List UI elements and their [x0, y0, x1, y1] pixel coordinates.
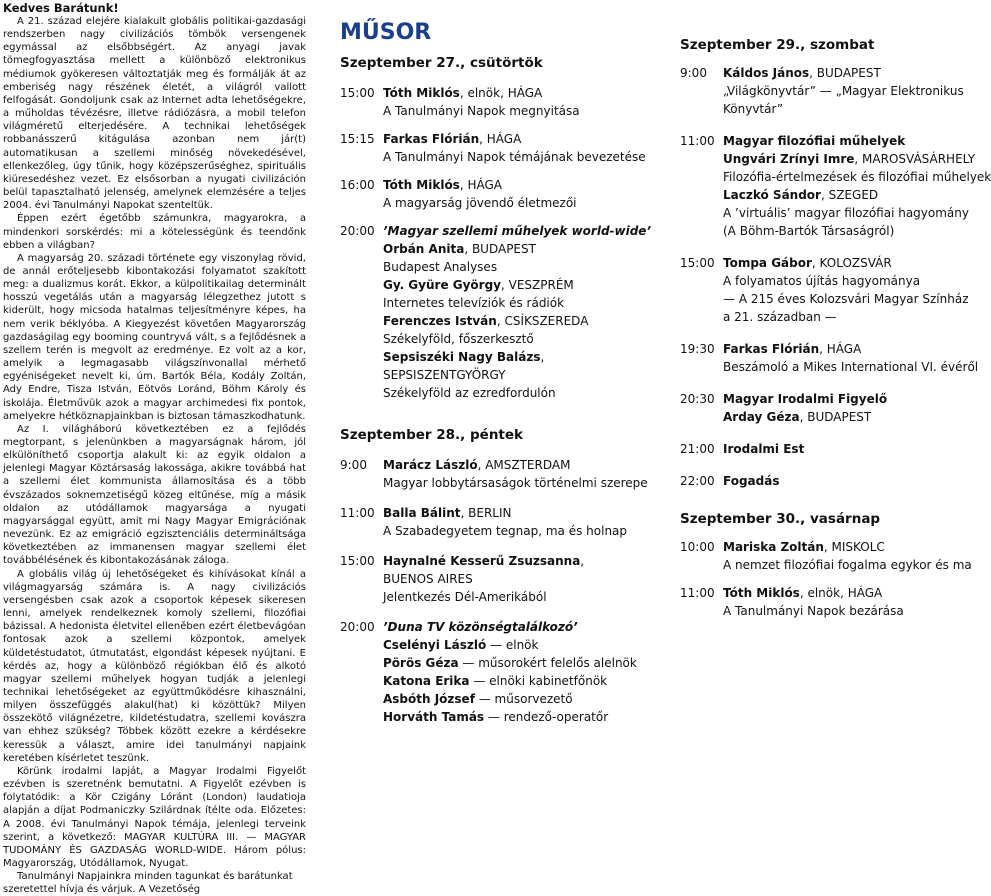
- event-line: [383, 588, 640, 606]
- letter-paragraph-1: A 21. század elejére kialakult globális politikai-gazdasági rendszerben nagy civilizációs tömbök versengenek egymással az elsőbbségért. Az anyagi javak tömegfogyasztása mellett a különböző elektronikus médiumok gyökeresen változtatják meg és formálják át az emberiség nagy részének életét, a világról vallott felfogását. Gondoljunk csak az Internet adta lehetőségekre, a műholdas tévézésre, illetve rádiózásra, a mobil telefon világméretű elterjedésére. A technikai lehetőségek robbanásszerű kitágulása azonban nem jár(t) automatikusan a szellemi minőség növekedésével, ellenkezőleg, úgy tűnik, hogy középszerűséghez, spirituális kiüresedéshez vezet. Ez elsősorban a nyugati civilizáción belül tapasztalható jelenség, amelynek elemzésére a teljes 2004. évi Tanulmányi Napokat szenteltük.: [3, 16, 306, 212]
- event-time: 20:00: [340, 224, 375, 238]
- program-event: [680, 390, 960, 426]
- speaker-name: Ferenczes István: [383, 314, 497, 328]
- program-column-left: [340, 20, 652, 726]
- event-text: , AMSZTERDAM: [477, 458, 571, 472]
- event-line: [723, 168, 991, 186]
- event-text: , CSÍKSZEREDA: [496, 314, 589, 328]
- day-sunday: [680, 510, 972, 620]
- event-time: 15:00: [340, 86, 375, 100]
- event-line: [723, 290, 969, 308]
- event-details: [383, 504, 640, 540]
- speaker-name: Asbóth József: [383, 692, 475, 706]
- day-heading: Szeptember 28., péntek: [340, 427, 524, 443]
- event-line: [383, 348, 651, 366]
- program-event: [340, 456, 648, 492]
- speaker-name: Farkas Flórián: [723, 342, 820, 356]
- event-text: Könyvtár”: [723, 102, 784, 116]
- event-text: , KOLOZSVÁR: [811, 256, 892, 270]
- event-line: [383, 570, 640, 588]
- event-text: , HÁGA: [819, 342, 862, 356]
- event-details: [383, 84, 640, 120]
- event-time: 21:00: [680, 442, 715, 456]
- event-text: A nemzet filozófiai fogalma egykor és ma: [723, 558, 972, 572]
- event-details: [723, 340, 978, 376]
- event-time: 9:00: [680, 66, 707, 80]
- event-text: Székelyföld, főszerkesztő: [383, 332, 534, 346]
- event-text: (A Böhm-Bartók Társaságról): [723, 224, 895, 238]
- speaker-name: Káldos János: [723, 66, 810, 80]
- event-text: — elnöki kabinetfőnök: [469, 674, 608, 688]
- event-text: A ’virtuális’ magyar filozófiai hagyomány: [723, 206, 969, 220]
- event-text: Magyar lobbytársaságok történelmi szerepe: [383, 476, 648, 490]
- program-title: MŰSOR: [340, 20, 432, 45]
- event-line: [383, 636, 640, 654]
- event-text: SEPSISZENTGYÖRGY: [383, 368, 506, 382]
- event-details: [383, 552, 640, 606]
- event-details: [723, 538, 972, 574]
- event-time: 9:00: [340, 458, 367, 472]
- event-text: , SZEGED: [820, 188, 879, 202]
- program-event: [680, 440, 960, 458]
- event-time: 11:00: [680, 586, 715, 600]
- event-line: [383, 102, 640, 120]
- event-text: A magyarság jövendő életmezői: [383, 196, 577, 210]
- speaker-name: Farkas Flórián: [383, 132, 480, 146]
- event-line: [723, 100, 964, 118]
- event-text: a 21. században —: [723, 310, 837, 324]
- speaker-name: Pörös Géza: [383, 656, 459, 670]
- event-details: [723, 472, 960, 490]
- program-event: [340, 504, 640, 540]
- event-line: [383, 690, 640, 708]
- speaker-name: Sepsiszéki Nagy Balázs: [383, 350, 541, 364]
- event-text: — elnök: [486, 638, 539, 652]
- event-time: 15:00: [680, 256, 715, 270]
- day-friday: [340, 426, 648, 726]
- event-line: [383, 130, 646, 148]
- event-line: [383, 84, 640, 102]
- event-details: [383, 176, 640, 212]
- event-line: [723, 186, 991, 204]
- event-text: Budapest Analyses: [383, 260, 498, 274]
- program-event: [340, 84, 640, 120]
- day-heading: Szeptember 29., szombat: [680, 37, 875, 53]
- event-line: [723, 254, 969, 272]
- event-line: [383, 672, 640, 690]
- speaker-name: Horváth Tamás: [383, 710, 485, 724]
- event-text: , MAROSVÁSÁRHELY: [854, 152, 976, 166]
- event-text: , HÁGA: [459, 178, 502, 192]
- program-event: [680, 584, 960, 620]
- program-column-right: [680, 36, 991, 620]
- event-line: [383, 240, 651, 258]
- event-line: [723, 440, 960, 458]
- event-time: 15:15: [340, 132, 375, 146]
- speaker-name: Balla Bálint: [383, 506, 461, 520]
- day-heading: Szeptember 27., csütörtök: [340, 55, 543, 71]
- event-text: , VESZPRÉM: [501, 278, 574, 292]
- event-line: [383, 312, 651, 330]
- program-event: [680, 538, 972, 574]
- event-details: [723, 390, 960, 426]
- speaker-name: ’Magyar szellemi műhelyek world-wide’: [383, 224, 652, 238]
- program-event: [680, 254, 969, 326]
- day-saturday: [680, 36, 991, 490]
- event-line: [383, 258, 651, 276]
- event-text: A folyamatos újítás hagyománya: [723, 274, 921, 288]
- event-text: A Tanulmányi Napok bezárása: [723, 604, 904, 618]
- event-line: [383, 148, 646, 166]
- event-line: [383, 294, 651, 312]
- event-line: [723, 390, 960, 408]
- event-line: [723, 272, 969, 290]
- letter-paragraph-3: A magyarság 20. századi története egy viszonylag rövid, de annál erőteljesebb kibontakozási folyamatot szakított meg: a dualizmus korát. Ekkor, a külpolitikailag determinált hosszú vegetálás után a magyarság lélegzethez jutott s kiderült, hogy micsoda hatalmas teljesítményre képes, ha nem verik béklyóba. A Kiegyezést követően Magyarország gazdaságilag egy booming countryvá vált, s a fejlődésnek a szellem terén is megvolt az eredménye. Ez volt az a kor, amelyik a legmagasabb világszínvonallal mérhető egyéniségeket nevelt ki, úm. Bartók Béla, Kodály Zoltán, Ady Endre, Tisza István, Eötvös Loránd, Böhm Károly és iskolája. Életművük azok a magyar archimedesi fix pontok, amelyekre hétköznapjainkban is biztosan támaszkodhatunk.: [3, 252, 306, 422]
- event-line: [383, 474, 648, 492]
- event-line: [383, 654, 640, 672]
- speaker-name: Arday Géza: [723, 410, 800, 424]
- event-time: 20:00: [340, 620, 375, 634]
- speaker-name: Katona Erika: [383, 674, 470, 688]
- speaker-name: Orbán Anita: [383, 242, 465, 256]
- letter-paragraph-5: A globális világ új lehetőségeket és kihívásokat kínál a világmagyarság számára is. A nagy civilizációs versengésben csak azok a csoportok képesek sikeresen lenni, amelyek rendelkeznek komoly szellemi, filozófiai bázissal. A hedonista életvitel elleněben ezért életbevágóan fontosak azok a szellemi központok, amelyek küldetéstudatot, útmutatást, elgondást képesek nyújtani. E kérdés az, hogy a különböző régiókban élő és alkotó magyar szellemi műhelyek hogyan tudják a jelenlegi technikai lehetőségeket az együttműködésre kihasználni, milyen összefüggés alakul(hat) ki közöttük? Milyen összekötő világnézetre, kildetéstudatra, szellemi kovászra van ehhez szükség? Többek között ezekre a kérdésekre keressük a választ, amire idei tanulmányi napjaink keretében kísérletet teszünk.: [3, 568, 306, 764]
- program-event: [340, 618, 640, 726]
- event-line: [383, 708, 640, 726]
- event-text: — műsorokért felelős alelnök: [458, 656, 637, 670]
- event-time: 22:00: [680, 474, 715, 488]
- event-line: [723, 340, 978, 358]
- event-time: 16:00: [340, 178, 375, 192]
- program-event: [340, 552, 640, 606]
- speaker-name: Ungvári Zrínyi Imre: [723, 152, 855, 166]
- event-text: Beszámoló a Mikes International VI. évéről: [723, 360, 979, 374]
- event-details: [723, 64, 964, 118]
- speaker-name: Tóth Miklós: [383, 86, 460, 100]
- speaker-name: Tóth Miklós: [383, 178, 460, 192]
- event-line: [723, 538, 972, 556]
- event-text: BUENOS AIRES: [383, 572, 473, 586]
- speaker-name: Haynalné Kesserű Zsuzsanna: [383, 554, 581, 568]
- event-details: [383, 130, 646, 166]
- event-text: , BUDAPEST: [799, 410, 872, 424]
- event-text: — A 215 éves Kolozsvári Magyar Színház: [723, 292, 969, 306]
- program-event: [680, 340, 979, 376]
- event-text: A Tanulmányi Napok megnyitása: [383, 104, 580, 118]
- event-time: 19:30: [680, 342, 715, 356]
- event-text: A Tanulmányi Napok témájának bevezetése: [383, 150, 646, 164]
- speaker-name: Tompa Gábor: [723, 256, 812, 270]
- event-line: [383, 276, 651, 294]
- event-line: [383, 384, 651, 402]
- event-text: , HÁGA: [479, 132, 522, 146]
- program-event: [340, 176, 640, 212]
- program-event: [680, 132, 991, 240]
- event-line: [383, 552, 640, 570]
- event-time: 11:00: [680, 134, 715, 148]
- event-details: [723, 132, 991, 240]
- event-text: Jelentkezés Dél-Amerikából: [383, 590, 547, 604]
- event-line: [383, 222, 651, 240]
- event-text: Filozófia-értelmezések és filozófiai műhelyek: [723, 170, 991, 184]
- speaker-name: Cselényi László: [383, 638, 487, 652]
- event-text: , BUDAPEST: [809, 66, 881, 80]
- event-line: [723, 358, 978, 376]
- speaker-name: Fogadás: [723, 474, 780, 488]
- event-text: Internetes televíziók és rádiók: [383, 296, 565, 310]
- event-line: [723, 150, 991, 168]
- speaker-name: Tóth Miklós: [723, 586, 800, 600]
- event-text: , elnök, HÁGA: [459, 86, 543, 100]
- event-details: [723, 584, 960, 620]
- event-line: [383, 176, 640, 194]
- event-line: [383, 504, 640, 522]
- event-details: [383, 222, 651, 402]
- day-thursday: [340, 54, 652, 402]
- letter-closing: Tanulmányi Napjainkra minden tagunkat és barátunkat szeretettel hívja és várjuk. A Vezetőség: [3, 871, 293, 896]
- event-line: [723, 82, 964, 100]
- event-line: [383, 366, 651, 384]
- event-details: [383, 456, 648, 492]
- letter-paragraph-4: Az I. világháború következtében ez a fejlődés megtorpant, s jelenünkben a magyarságnak három, jól elkülöníthető csoportja alakult ki: az egyik oldalon a jelenlegi Magyar Köztársaság lakossága, akikre továbbá hat a szellemi élet kommunista államosítása és a több évszázados soknemzetiségű közeg eltűnése, míg a másik oldalon az utódállamok magyarsága a nyugati magyarsággal együtt, amit mi Nagy Magyar Emigrációnak nevezünk. Ez az emigráció egzisztenciális determináltsága következtében az immanensen magyar szellemi élet továbbélésének és kibontakozásának záloga.: [3, 423, 306, 567]
- letter-greeting: Kedves Barátunk!: [3, 1, 119, 15]
- event-line: [723, 408, 960, 426]
- event-line: [723, 222, 991, 240]
- event-line: [383, 618, 640, 636]
- letter-paragraph-6: Körünk irodalmi lapját, a Magyar Irodalmi Figyelőt ezévben is szeretnénk bemutatni. A Figyelőt ezévben is folytatódik: a Kör Czigány Lóránt (London) laudatioja alapján a díjat Podmaniczky Szilárdnak ítélte oda. Előzetes: A 2008. évi Tanulmányi Napok témája, jelenlegi terveink szerint, a következő: MAGYAR KULTÚRA III. — MAGYAR TUDOMÁNY ÉS GAZDASÁG WORLD-WIDE. Három pólus: Magyarország, Utódállamok, Nyugat.: [3, 765, 306, 869]
- speaker-name: Magyar Irodalmi Figyelő: [723, 392, 888, 406]
- event-text: , BERLIN: [460, 506, 512, 520]
- speaker-name: Magyar filozófiai műhelyek: [723, 134, 906, 148]
- event-text: „Világkönyvtár” — „Magyar Elektronikus: [723, 84, 964, 98]
- event-line: [383, 330, 651, 348]
- program-event: [340, 222, 652, 402]
- event-text: — rendező-operatőr: [484, 710, 609, 724]
- event-details: [723, 254, 969, 326]
- day-heading: Szeptember 30., vasárnap: [680, 511, 881, 527]
- event-text: ,: [540, 350, 545, 364]
- program-event: [340, 130, 646, 166]
- event-time: 15:00: [340, 554, 375, 568]
- event-line: [723, 584, 960, 602]
- event-text: A Szabadegyetem tegnap, ma és holnap: [383, 524, 628, 538]
- event-text: , elnök, HÁGA: [799, 586, 883, 600]
- event-text: — műsorvezető: [474, 692, 573, 706]
- speaker-name: Marácz László: [383, 458, 478, 472]
- speaker-name: Gy. Gyüre György: [383, 278, 502, 292]
- event-line: [723, 308, 969, 326]
- speaker-name: Laczkó Sándor: [723, 188, 821, 202]
- letter-column: [3, 2, 306, 896]
- event-line: [723, 132, 991, 150]
- event-time: 20:30: [680, 392, 715, 406]
- event-line: [383, 194, 640, 212]
- event-line: [723, 64, 964, 82]
- event-line: [383, 522, 640, 540]
- event-text: , MISKOLC: [823, 540, 885, 554]
- event-details: [723, 440, 960, 458]
- event-text: Székelyföld az ezredfordulón: [383, 386, 556, 400]
- event-text: ,: [580, 554, 585, 568]
- speaker-name: Irodalmi Est: [723, 442, 805, 456]
- event-line: [723, 556, 972, 574]
- program-event: [680, 472, 960, 490]
- event-details: [383, 618, 640, 726]
- event-line: [383, 456, 648, 474]
- speaker-name: ’Duna TV közönségtalálkozó’: [383, 620, 578, 634]
- event-time: 10:00: [680, 540, 715, 554]
- event-text: , BUDAPEST: [464, 242, 536, 256]
- event-line: [723, 602, 960, 620]
- speaker-name: Mariska Zoltán: [723, 540, 824, 554]
- event-line: [723, 204, 991, 222]
- event-time: 11:00: [340, 506, 375, 520]
- program-event: [680, 64, 964, 118]
- letter-paragraph-2: Éppen ezért égetőbb számunkra, magyarokra, a mindenkori sorskérdés: mi a kötelességünk és teendőnk ebben a világban?: [3, 213, 306, 251]
- event-line: [723, 472, 960, 490]
